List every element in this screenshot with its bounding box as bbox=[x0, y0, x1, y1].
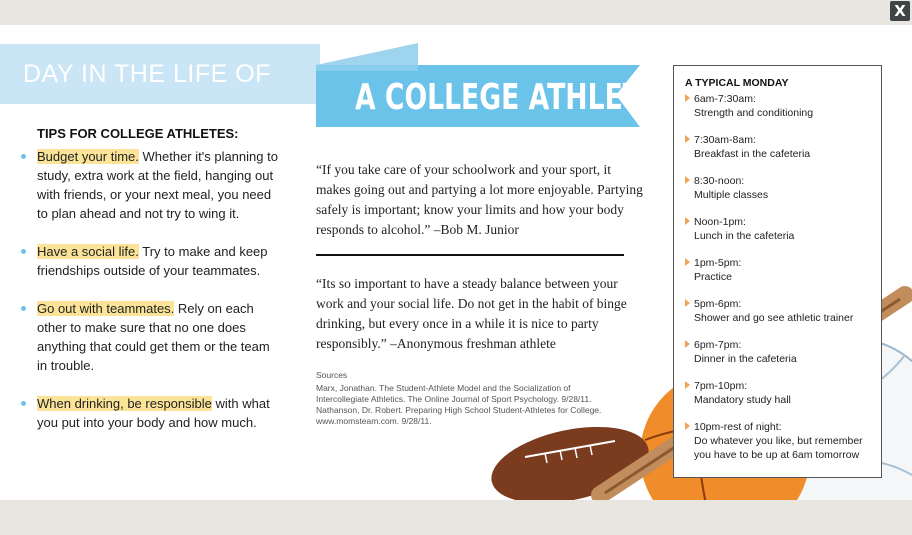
schedule-time: 6pm-7pm: bbox=[694, 339, 742, 351]
arrow-icon bbox=[685, 94, 690, 102]
tip-text: with what you put into your body and how much. bbox=[37, 396, 270, 430]
source-line: Nathanson, Dr. Robert. Preparing High School Student-Athletes for College. bbox=[316, 405, 602, 415]
quote-divider bbox=[316, 254, 624, 256]
schedule-desc: Lunch in the cafeteria bbox=[694, 230, 795, 242]
schedule-desc: Dinner in the cafeteria bbox=[694, 353, 797, 365]
arrow-icon bbox=[685, 422, 690, 430]
arrow-icon bbox=[685, 381, 690, 389]
tip-item bbox=[20, 147, 282, 223]
schedule-time: 8:30-noon: bbox=[694, 175, 745, 187]
bullet-dot-icon bbox=[21, 249, 26, 254]
bullet-dot-icon bbox=[21, 401, 26, 406]
schedule-desc: Mandatory study hall bbox=[694, 394, 791, 406]
arrow-icon bbox=[685, 135, 690, 143]
arrow-icon bbox=[685, 176, 690, 184]
close-icon[interactable]: X bbox=[894, 2, 906, 20]
schedule-entry bbox=[685, 174, 873, 202]
quote-block bbox=[316, 274, 646, 354]
tip-highlight: Budget your time. bbox=[37, 149, 139, 164]
schedule-entry bbox=[685, 215, 873, 243]
schedule-title: A TYPICAL MONDAY bbox=[685, 77, 789, 89]
tip-item bbox=[20, 242, 282, 280]
schedule-time: 7:30am-8am: bbox=[694, 134, 756, 146]
bullet-dot-icon bbox=[21, 306, 26, 311]
tip-highlight: Go out with teammates. bbox=[37, 301, 175, 316]
banner-left bbox=[0, 44, 320, 104]
schedule-entry bbox=[685, 338, 873, 366]
schedule-entry bbox=[685, 133, 873, 161]
schedule-time: 6am-7:30am: bbox=[694, 93, 756, 105]
quotes-section bbox=[316, 160, 646, 354]
source-line: Intercollegiate Athletics. The Online Journal of Sport Psychology. 9/28/11. bbox=[316, 394, 592, 404]
schedule-desc: Practice bbox=[694, 271, 732, 283]
banner-line1: DAY IN THE LIFE OF bbox=[23, 60, 271, 88]
sources-label: Sources bbox=[316, 370, 348, 380]
schedule-box bbox=[673, 65, 882, 478]
schedule-desc: Do whatever you like, but remember you have to be up at 6am tomorrow bbox=[694, 435, 863, 461]
quote-text: “Its so important to have a steady balance between your work and your social life. Do not get in the habit of binge drinking, but every once in a while it is nice to party responsibly.” –Anonymous freshman athlete bbox=[316, 276, 627, 351]
quote-text: “If you take care of your schoolwork and your sport, it makes going out and partying a lot more enjoyable. Partying safely is important; know your limits and how your body responds to alcohol.” –Bob M. Junior bbox=[316, 162, 643, 237]
arrow-icon bbox=[685, 217, 690, 225]
schedule-entry bbox=[685, 92, 873, 120]
arrow-icon bbox=[685, 340, 690, 348]
bullet-dot-icon bbox=[21, 154, 26, 159]
schedule-desc: Strength and conditioning bbox=[694, 107, 814, 119]
schedule-entry bbox=[685, 297, 873, 325]
schedule-entry bbox=[685, 256, 873, 284]
tip-item bbox=[20, 394, 282, 432]
arrow-icon bbox=[685, 258, 690, 266]
sources-section bbox=[316, 370, 616, 427]
schedule-entry bbox=[685, 420, 873, 462]
tip-highlight: Have a social life. bbox=[37, 244, 139, 259]
schedule-desc: Shower and go see athletic trainer bbox=[694, 312, 854, 324]
schedule-time: Noon-1pm: bbox=[694, 216, 746, 228]
schedule-desc: Multiple classes bbox=[694, 189, 769, 201]
tips-section bbox=[20, 126, 282, 451]
schedule-time: 1pm-5pm: bbox=[694, 257, 742, 269]
schedule-time: 7pm-10pm: bbox=[694, 380, 748, 392]
tip-text: Rely on each other to make sure that no one does anything that could get them or the team in trouble. bbox=[37, 301, 270, 373]
infographic-panel bbox=[0, 25, 912, 500]
schedule-desc: Breakfast in the cafeteria bbox=[694, 148, 811, 160]
tips-heading: TIPS FOR COLLEGE ATHLETES: bbox=[37, 126, 239, 141]
schedule-entry bbox=[685, 379, 873, 407]
tip-highlight: When drinking, be responsible bbox=[37, 396, 212, 411]
arrow-icon bbox=[685, 299, 690, 307]
tip-text: Try to make and keep friendships outside of your teammates. bbox=[37, 244, 268, 278]
close-button[interactable] bbox=[890, 1, 910, 21]
source-line: www.momsteam.com. 9/28/11. bbox=[316, 416, 432, 426]
tip-text: Whether it's planning to study, extra work at the field, hanging out with friends, or your next meal, you need to plan ahead and not try to wing it. bbox=[37, 149, 278, 221]
source-line: Marx, Jonathan. The Student-Athlete Model and the Socialization of bbox=[316, 383, 571, 393]
tip-item bbox=[20, 299, 282, 375]
banner-title: A COLLEGE ATHLETE bbox=[355, 77, 660, 118]
schedule-time: 5pm-6pm: bbox=[694, 298, 742, 310]
quote-block bbox=[316, 160, 646, 240]
schedule-time: 10pm-rest of night: bbox=[694, 421, 782, 433]
